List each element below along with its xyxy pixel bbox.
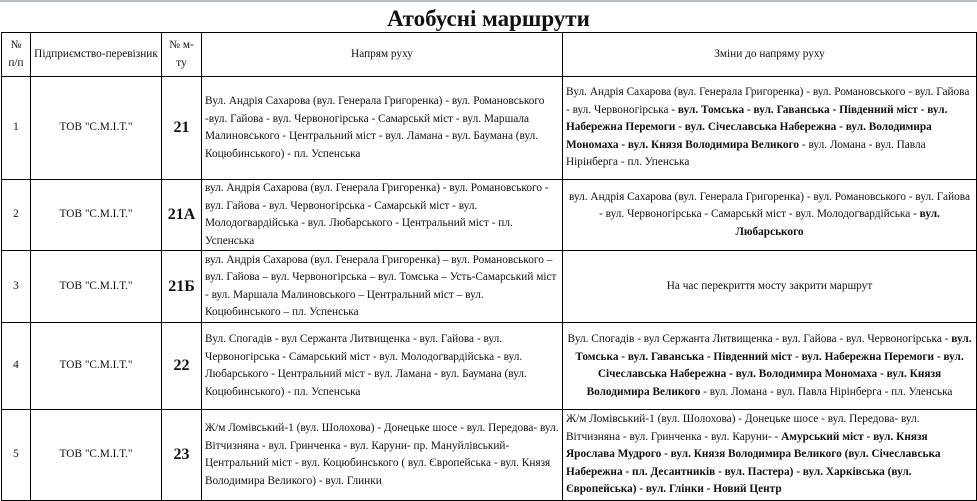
changed-segment: вул. Томська - вул. Гаванська - Південний міст - вул. Набережна Перемоги - вул. Січеславська Набережна - вул. Володимира Мономаха - вул. Князя Володимира Великого <box>566 103 948 151</box>
row-route-no: 21А <box>162 180 202 251</box>
table-row <box>2 410 977 501</box>
header-changes: Зміни до напряму руху <box>563 33 977 77</box>
unchanged-segment: На час перекриття мосту закрити маршрут <box>666 279 873 292</box>
row-direction: Вул. Андрія Сахарова (вул. Генерала Григоренка) - вул. Романовського -вул. Гайова - вул. Червоногірська - Самарськй міст - вул. Маршала Малиновського - Центральний міст - вул. Ламана - вул. Баумана (вул. Коцюбинського) - пл. Успенська <box>202 77 563 180</box>
row-carrier: ТОВ "С.М.І.Т." <box>31 180 162 251</box>
row-changes <box>563 180 977 251</box>
row-no: 3 <box>2 251 31 323</box>
table-row <box>2 323 977 410</box>
row-changes <box>563 77 977 180</box>
bus-routes-table <box>1 32 977 501</box>
row-direction: Вул. Спогадів - вул Сержанта Литвищенка - вул. Гайова - вул. Червоногірська - Самарський міст - вул. Молодогвардійська - вул. Любарського - Центральний міст - вул. Ламана - вул. Баумана (вул. Коцюбинського) - пл. Успенська <box>202 323 563 410</box>
page-title: Атобусні маршрути <box>387 6 590 31</box>
unchanged-segment: Ж/м Ломівський-1 (вул. Шолохова) - Донецьке шосе - вул. Передова- вул. Вітчизняна - вул. Гринченка - вул. Каруни- - <box>566 413 920 443</box>
row-no: 2 <box>2 180 31 251</box>
changed-segment: вул. Томська - вул. Гаванська - Південний міст - вул. Набережна Перемоги - вул. Січеславська Набережна - вул. Володимира Мономаха - вул. Князя Володимира Великого <box>575 333 972 398</box>
header-no: № п/п <box>2 33 31 77</box>
table-row <box>2 180 977 251</box>
header-direction: Напрям руху <box>202 33 563 77</box>
row-no: 4 <box>2 323 31 410</box>
unchanged-segment: Вул. Андрія Сахарова (вул. Генерала Григоренка) - вул. Романовського - вул. Гайова - вул. Червоногірська - <box>566 86 970 116</box>
row-route-no: 22 <box>162 323 202 410</box>
table-header-row <box>2 33 977 77</box>
row-changes <box>563 323 977 410</box>
unchanged-segment: вул. Андрія Сахарова (вул. Генерала Григоренка) - вул. Романовського - вул. Гайова - вул. Червоногірська - Самарськй міст - вул. Молодогвардійська - <box>569 190 970 221</box>
row-route-no: 21 <box>162 77 202 180</box>
unchanged-segment: - вул. Ломана - вул. Павла Нірінберга - пл. Упенська <box>566 138 926 169</box>
row-direction: Ж/м Ломівський-1 (вул. Шолохова) - Донецьке шосе - вул. Передова- вул. Вітчизняна - вул. Гринченка - вул. Каруни- пр. Мануйлівський- Центральний міст - вул. Коцюбинського ( вул. Європейська - вул. Князя Володимира Великого) - вул. Глинки <box>202 410 563 501</box>
unchanged-segment: Вул. Спогадів - вул Сержанта Литвищенка - вул. Гайова - вул. Червоногірська - <box>567 333 952 345</box>
row-route-no: 23 <box>162 410 202 501</box>
row-carrier: ТОВ "С.М.І.Т." <box>31 323 162 410</box>
row-no: 1 <box>2 77 31 180</box>
changed-segment: Амурський міст - вул. Князя Ярослава Мудрого - вул. Князя Володимира Великого (вул. Січеславська Набережна - пл. Десантників - вул. Пастера) - вул. Харківська (вул. Європейська) - вул. Глінки - Новий Центр <box>566 430 941 496</box>
row-direction: вул. Андрія Сахарова (вул. Генерала Григоренка) – вул. Романовського – вул. Гайова – вул. Червоногірська – вул. Томська – Усть-Самарський міст - вул. Маршала Малиновського – Центральний міст – вул. Коцюбинського – пл. Успенська <box>202 251 563 323</box>
table-row <box>2 77 977 180</box>
unchanged-segment: - вул. Ломана - вул. Павла Нірінберга - пл. Уленська <box>700 385 953 398</box>
header-carrier: Підприємство-перевізник <box>31 33 162 77</box>
row-carrier: ТОВ "С.М.І.Т." <box>31 410 162 501</box>
header-route-no: № м-ту <box>162 33 202 77</box>
top-border <box>0 0 977 2</box>
row-carrier: ТОВ "С.М.І.Т." <box>31 77 162 180</box>
row-changes <box>563 251 977 323</box>
row-direction: вул. Андрія Сахарова (вул. Генерала Григоренка) - вул. Романовського - вул. Гайова - вул. Червоногірська - Самарськй міст - вул. Молодогвардійська - вул. Любарського - Центральний міст - пл. Успенська <box>202 180 563 251</box>
row-changes <box>563 410 977 501</box>
table-row <box>2 251 977 323</box>
changed-segment: вул. Любарського <box>735 208 940 238</box>
row-no: 5 <box>2 410 31 501</box>
row-carrier: ТОВ "С.М.І.Т." <box>31 251 162 323</box>
row-route-no: 21Б <box>162 251 202 323</box>
